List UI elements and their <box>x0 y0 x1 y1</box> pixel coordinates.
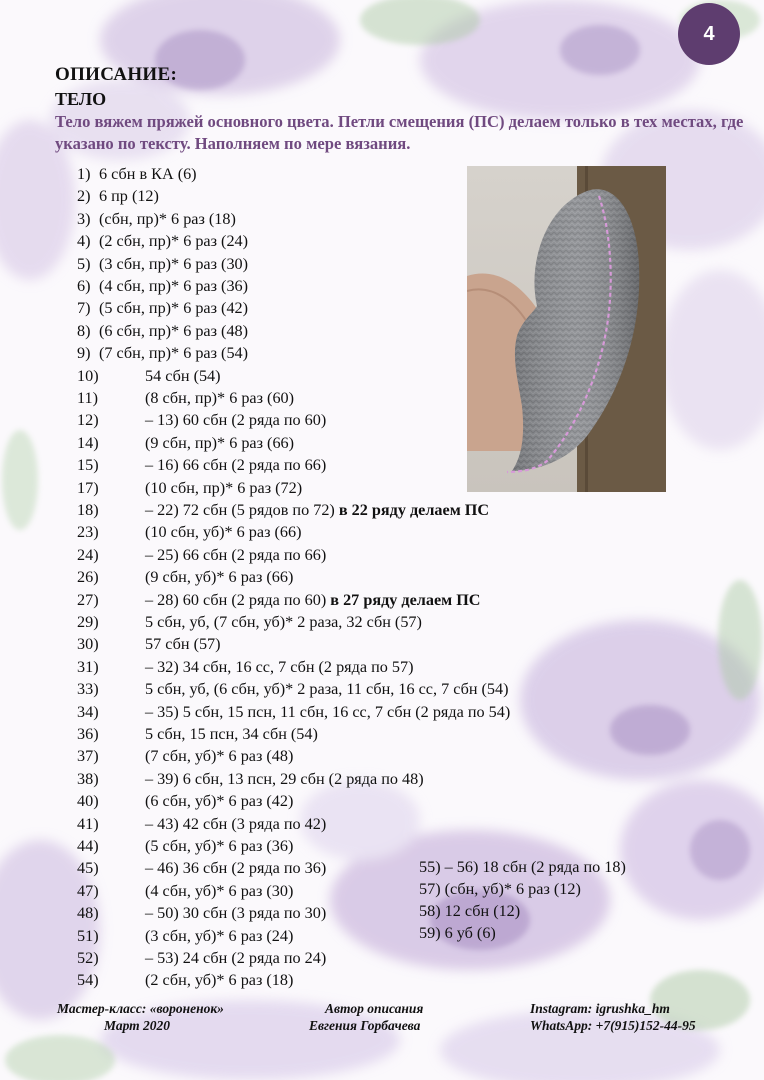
row-text: – 35) 5 сбн, 15 псн, 11 сбн, 16 сс, 7 сбн (2 ряда по 54) <box>145 702 511 721</box>
pattern-row <box>0 949 764 971</box>
row-instruction <box>145 568 293 587</box>
pattern-row <box>0 927 764 949</box>
row-text: 5 сбн, 15 псн, 34 сбн (54) <box>145 725 318 743</box>
row-instruction <box>145 434 294 453</box>
row-number: 26) <box>77 568 99 587</box>
row-note: в 27 ряду делаем ПС <box>330 590 481 609</box>
row-instruction <box>145 815 326 834</box>
row-instruction <box>145 367 221 386</box>
row-instruction <box>99 210 236 229</box>
row-text: – 50) 30 сбн (3 ряда по 30) <box>145 904 327 923</box>
row-instruction <box>99 255 248 274</box>
row-number: 23) <box>77 523 99 542</box>
row-instruction <box>145 658 413 677</box>
row-text: (7 сбн, пр)* 6 раз (54) <box>99 344 249 363</box>
row-number: 24) <box>77 545 99 564</box>
row-number: 38) <box>77 769 99 788</box>
row-instruction <box>99 187 159 206</box>
pattern-row <box>0 501 764 523</box>
pattern-row <box>0 971 764 993</box>
row-number: 44) <box>77 837 99 855</box>
row-instruction <box>145 949 326 968</box>
row-instruction <box>145 859 326 878</box>
row-text: 5 сбн, уб, (6 сбн, уб)* 2 раза, 11 сбн, 16 сс, 7 сбн (54) <box>145 680 509 699</box>
row-instruction <box>145 411 326 430</box>
row-number: 34) <box>77 702 99 721</box>
row-number: 15) <box>77 456 99 475</box>
row-number: 12) <box>77 411 99 430</box>
row-number: 48) <box>77 904 99 923</box>
row-number: 36) <box>77 725 99 743</box>
footer-masterclass: Мастер-класс: «вороненок» <box>57 1001 224 1016</box>
row-text: (10 сбн, пр)* 6 раз (72) <box>145 478 303 497</box>
row-instruction <box>99 299 248 318</box>
page-number-badge <box>678 3 740 65</box>
row-instruction <box>145 591 481 610</box>
row-text: 6 пр (12) <box>99 187 159 206</box>
row-number: 7) <box>77 299 91 318</box>
page-number: 4 <box>703 22 715 45</box>
pattern-row <box>0 837 764 859</box>
pattern-row-side: 58) 12 сбн (12) <box>419 902 521 920</box>
row-instruction <box>145 837 293 856</box>
pattern-row <box>0 859 764 881</box>
pattern-row <box>0 703 764 725</box>
row-text: – 28) 60 сбн (2 ряда по 60) <box>145 590 331 609</box>
row-number: 2) <box>77 187 91 206</box>
row-instruction <box>99 232 248 251</box>
row-instruction <box>145 680 509 699</box>
row-text: 6 сбн в КА (6) <box>99 165 197 183</box>
row-text: 57 сбн (57) <box>145 635 221 654</box>
row-number: 33) <box>77 680 99 699</box>
row-instruction <box>145 456 326 475</box>
row-number: 40) <box>77 792 99 811</box>
row-text: (2 сбн, пр)* 6 раз (24) <box>99 232 249 251</box>
row-text: (2 сбн, уб)* 6 раз (18) <box>145 971 294 990</box>
row-number: 51) <box>77 926 99 945</box>
row-text: (5 сбн, пр)* 6 раз (42) <box>99 299 249 318</box>
row-text: (4 сбн, уб)* 6 раз (30) <box>145 881 294 900</box>
row-number: 54) <box>77 971 99 990</box>
row-text: (4 сбн, пр)* 6 раз (36) <box>99 277 249 295</box>
section-heading: ОПИСАНИЕ: <box>55 64 178 85</box>
row-text: (6 сбн, уб)* 6 раз (42) <box>145 792 294 811</box>
row-note: в 22 ряду делаем ПС <box>338 501 490 519</box>
footer-date: Март 2020 <box>104 1018 171 1033</box>
footer-instagram: Instagram: igrushka_hm <box>530 1001 670 1016</box>
pattern-row <box>0 635 764 657</box>
intro-paragraph: Тело вяжем пряжей основного цвета. Петли смещения (ПС) делаем только в тех местах, где указано по тексту. Наполняем по мере вязания. <box>55 112 744 153</box>
pattern-row <box>0 613 764 635</box>
section-subheading: ТЕЛО <box>55 89 107 109</box>
row-number: 1) <box>77 165 91 183</box>
row-instruction <box>145 546 326 565</box>
row-number: 37) <box>77 747 99 766</box>
row-text: (сбн, пр)* 6 раз (18) <box>99 209 236 228</box>
row-text: – 43) 42 сбн (3 ряда по 42) <box>145 814 327 833</box>
row-instruction <box>145 703 510 722</box>
row-number: 41) <box>77 814 99 833</box>
row-text: – 39) 6 сбн, 13 псн, 29 сбн (2 ряда по 48) <box>145 769 424 788</box>
row-number: 29) <box>77 613 99 631</box>
row-instruction <box>145 613 422 632</box>
footer-whatsapp: WhatsApp: +7(915)152-44-95 <box>530 1018 696 1033</box>
pattern-row <box>0 523 764 545</box>
row-number: 18) <box>77 501 99 519</box>
pattern-row-side: 57) (сбн, уб)* 6 раз (12) <box>419 880 581 898</box>
pattern-row <box>0 568 764 590</box>
row-number: 52) <box>77 949 99 967</box>
row-number: 8) <box>77 321 91 340</box>
row-instruction <box>145 927 293 946</box>
row-number: 45) <box>77 859 99 878</box>
pattern-row <box>0 658 764 680</box>
row-text: (8 сбн, пр)* 6 раз (60) <box>145 389 295 407</box>
row-text: (3 сбн, пр)* 6 раз (30) <box>99 254 249 273</box>
row-text: – 16) 66 сбн (2 ряда по 66) <box>145 456 327 475</box>
pattern-row <box>0 591 764 613</box>
pattern-row-side: 55) – 56) 18 сбн (2 ряда по 18) <box>419 858 626 876</box>
row-number: 5) <box>77 254 91 273</box>
row-text: 54 сбн (54) <box>145 366 221 385</box>
row-text: – 13) 60 сбн (2 ряда по 60) <box>145 411 327 430</box>
pattern-row <box>0 792 764 814</box>
row-number: 30) <box>77 635 99 654</box>
pattern-row <box>0 904 764 926</box>
row-number: 47) <box>77 881 99 900</box>
pattern-row <box>0 770 764 792</box>
row-instruction <box>145 479 302 498</box>
row-text: (9 сбн, уб)* 6 раз (66) <box>145 568 294 587</box>
row-instruction <box>99 165 197 184</box>
row-text: 5 сбн, уб, (7 сбн, уб)* 2 раза, 32 сбн (57) <box>145 613 422 631</box>
row-instruction <box>145 747 293 766</box>
row-text: (5 сбн, уб)* 6 раз (36) <box>145 837 294 855</box>
pattern-row <box>0 747 764 769</box>
row-instruction <box>145 635 221 654</box>
crochet-body-photo <box>467 166 666 492</box>
row-instruction <box>145 882 293 901</box>
row-instruction <box>145 389 294 408</box>
row-number: 4) <box>77 232 91 251</box>
footer-author-label: Автор описания <box>325 1001 424 1016</box>
row-instruction <box>145 971 293 990</box>
row-text: – 46) 36 сбн (2 ряда по 36) <box>145 859 327 878</box>
row-number: 17) <box>77 478 99 497</box>
footer-author-name: Евгения Горбачева <box>309 1018 421 1033</box>
pattern-row <box>0 815 764 837</box>
row-text: – 25) 66 сбн (2 ряда по 66) <box>145 545 327 564</box>
row-instruction <box>99 322 248 341</box>
row-number: 3) <box>77 209 91 228</box>
pattern-row <box>0 680 764 702</box>
row-number: 14) <box>77 433 99 452</box>
row-text: (3 сбн, уб)* 6 раз (24) <box>145 926 294 945</box>
row-number: 11) <box>77 389 98 407</box>
row-text: (6 сбн, пр)* 6 раз (48) <box>99 321 249 340</box>
row-instruction <box>145 770 424 789</box>
row-text: (7 сбн, уб)* 6 раз (48) <box>145 747 294 766</box>
row-text: – 22) 72 сбн (5 рядов по 72) <box>145 501 339 519</box>
row-number: 10) <box>77 366 99 385</box>
pattern-row <box>0 725 764 747</box>
pattern-row-side: 59) 6 уб (6) <box>419 924 496 942</box>
row-number: 9) <box>77 344 91 363</box>
row-text: – 53) 24 сбн (2 ряда по 24) <box>145 949 327 967</box>
row-instruction <box>145 725 318 744</box>
row-text: (9 сбн, пр)* 6 раз (66) <box>145 433 295 452</box>
row-instruction <box>145 904 326 923</box>
row-number: 6) <box>77 277 91 295</box>
row-instruction <box>145 501 489 520</box>
pattern-row <box>0 882 764 904</box>
row-text: (10 сбн, уб)* 6 раз (66) <box>145 523 302 542</box>
row-instruction <box>145 523 301 542</box>
row-instruction <box>99 277 248 296</box>
pattern-row <box>0 546 764 568</box>
row-number: 31) <box>77 657 99 676</box>
row-instruction <box>145 792 293 811</box>
row-instruction <box>99 344 248 363</box>
row-text: – 32) 34 сбн, 16 сс, 7 сбн (2 ряда по 57) <box>145 657 414 676</box>
row-number: 27) <box>77 590 99 609</box>
